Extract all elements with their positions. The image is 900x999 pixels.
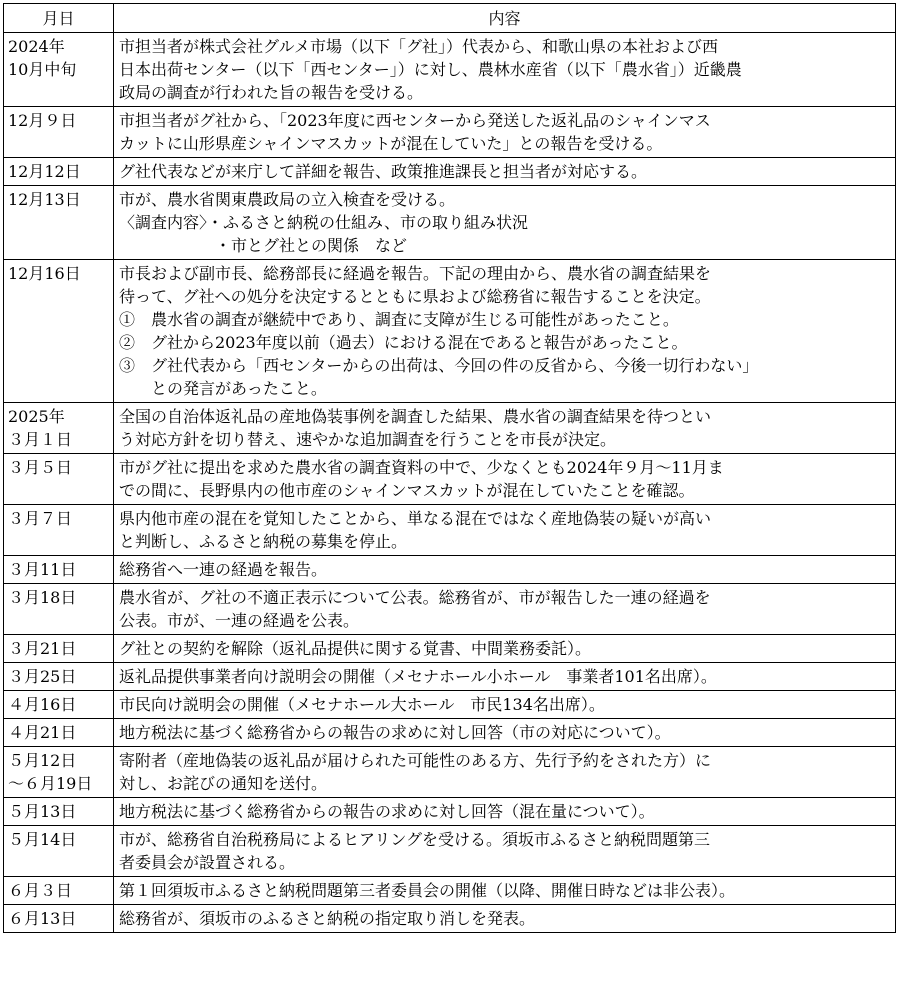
table-row (4, 747, 896, 798)
table-row (4, 798, 896, 826)
date-cell (4, 747, 114, 798)
date-line: ６月３日 (8, 881, 73, 900)
header-row (4, 4, 896, 33)
content-line: 市が、総務省自治税務局によるヒアリングを受ける。須坂市ふるさと納税問題第三 (119, 830, 711, 849)
content-line: 市が、農水省関東農政局の立入検査を受ける。 (119, 190, 456, 209)
date-cell (4, 635, 114, 663)
date-cell (4, 877, 114, 905)
date-line: ４月16日 (8, 695, 77, 714)
content-line: う対応方針を切り替え、速やかな追加調査を行うことを市長が決定。 (119, 430, 616, 449)
content-line: グ社との契約を解除（返礼品提供に関する覚書、中間業務委託）。 (119, 639, 592, 658)
header-date: 月日 (4, 4, 114, 33)
content-line: 市担当者が株式会社グルメ市場（以下「グ社」）代表から、和歌山県の本社および西 (119, 37, 719, 56)
date-line: ３月11日 (8, 560, 77, 579)
date-cell (4, 33, 114, 107)
content-line: 公表。市が、一連の経過を公表。 (119, 611, 360, 630)
date-line: 2024年 (8, 37, 65, 56)
date-line: 12月16日 (8, 264, 81, 283)
content-line: グ社代表などが来庁して詳細を報告、政策推進課長と担当者が対応する。 (119, 162, 648, 181)
content-line: 総務省へ一連の経過を報告。 (119, 560, 328, 579)
date-line: ５月12日 (8, 751, 77, 770)
date-line: ３月21日 (8, 639, 77, 658)
content-line: 返礼品提供事業者向け説明会の開催（メセナホール小ホール 事業者101名出席）。 (119, 667, 717, 686)
date-line: ５月14日 (8, 830, 77, 849)
date-cell (4, 798, 114, 826)
content-cell (114, 691, 896, 719)
content-line: 対し、お詫びの通知を送付。 (119, 774, 328, 793)
table-row (4, 719, 896, 747)
date-cell (4, 107, 114, 158)
content-cell (114, 905, 896, 933)
date-line: ４月21日 (8, 723, 77, 742)
table-row (4, 186, 896, 260)
content-line: 待って、グ社への処分を決定するとともに県および総務省に報告することを決定。 (119, 287, 711, 306)
date-line: ３月５日 (8, 458, 73, 477)
content-cell (114, 747, 896, 798)
content-line: 第１回須坂市ふるさと納税問題第三者委員会の開催（以降、開催日時などは非公表）。 (119, 881, 736, 900)
content-line: 市担当者がグ社から、「2023年度に西センターから発送した返礼品のシャインマス (119, 111, 711, 130)
content-line: ① 農水省の調査が継続中であり、調査に支障が生じる可能性があったこと。 (119, 310, 679, 329)
content-line: 総務省が、須坂市のふるさと納税の指定取り消しを発表。 (119, 909, 536, 928)
content-line: 者委員会が設置される。 (119, 853, 296, 872)
content-line: 市長および副市長、総務部長に経過を報告。下記の理由から、農水省の調査結果を (119, 264, 712, 283)
date-line: ５月13日 (8, 802, 77, 821)
content-line: ② グ社から2023年度以前（過去）における混在であると報告があったこと。 (119, 333, 688, 352)
content-line: 政局の調査が行われた旨の報告を受ける。 (119, 83, 424, 102)
date-line: ３月25日 (8, 667, 77, 686)
date-cell (4, 663, 114, 691)
content-line: との発言があったこと。 (119, 379, 327, 398)
content-line: 市民向け説明会の開催（メセナホール大ホール 市民134名出席）。 (119, 695, 605, 714)
date-cell (4, 556, 114, 584)
date-line: ６月13日 (8, 909, 77, 928)
table-row (4, 454, 896, 505)
content-cell (114, 826, 896, 877)
date-cell (4, 403, 114, 454)
table-row (4, 260, 896, 403)
content-line: ・市とグ社との関係 など (119, 236, 408, 255)
content-line: での間に、長野県内の他市産のシャインマスカットが混在していたことを確認。 (119, 481, 695, 500)
date-line: 10月中旬 (8, 60, 77, 79)
content-cell (114, 260, 896, 403)
content-line: 地方税法に基づく総務省からの報告の求めに対し回答（混在量について）。 (119, 802, 655, 821)
content-cell (114, 33, 896, 107)
date-line: ３月18日 (8, 588, 77, 607)
date-line: ３月７日 (8, 509, 73, 528)
content-line: 〈調査内容〉・ふるさと納税の仕組み、市の取り組み状況 (119, 213, 528, 232)
content-cell (114, 719, 896, 747)
content-line: 地方税法に基づく総務省からの報告の求めに対し回答（市の対応について）。 (119, 723, 671, 742)
content-cell (114, 798, 896, 826)
table-row (4, 107, 896, 158)
table-row (4, 505, 896, 556)
content-line: 県内他市産の混在を覚知したことから、単なる混在ではなく産地偽装の疑いが高い (119, 509, 712, 528)
content-line: と判断し、ふるさと納税の募集を停止。 (119, 532, 408, 551)
content-cell (114, 403, 896, 454)
date-cell (4, 691, 114, 719)
date-cell (4, 505, 114, 556)
content-cell (114, 454, 896, 505)
content-cell (114, 505, 896, 556)
timeline-table (3, 3, 896, 933)
table-row (4, 663, 896, 691)
content-cell (114, 877, 896, 905)
content-line: 全国の自治体返礼品の産地偽装事例を調査した結果、農水省の調査結果を待つとい (119, 407, 712, 426)
date-line: 12月13日 (8, 190, 81, 209)
header-content: 内容 (114, 4, 896, 33)
date-line: 2025年 (8, 407, 65, 426)
table-row (4, 877, 896, 905)
content-line: 農水省が、グ社の不適正表示について公表。総務省が、市が報告した一連の経過を (119, 588, 711, 607)
table-row (4, 826, 896, 877)
content-line: 寄附者（産地偽装の返礼品が届けられた可能性のある方、先行予約をされた方）に (119, 751, 712, 770)
table-row (4, 635, 896, 663)
date-line: ３月１日 (8, 430, 73, 449)
date-line: ～６月19日 (8, 774, 93, 793)
date-cell (4, 158, 114, 186)
content-cell (114, 158, 896, 186)
date-cell (4, 719, 114, 747)
date-cell (4, 905, 114, 933)
table-row (4, 33, 896, 107)
table-row (4, 158, 896, 186)
content-cell (114, 186, 896, 260)
date-line: 12月９日 (8, 111, 77, 130)
date-cell (4, 260, 114, 403)
content-line: ③ グ社代表から「西センターからの出荷は、今回の件の反省から、今後一切行わない」 (119, 356, 759, 375)
table-row (4, 905, 896, 933)
table-row (4, 584, 896, 635)
table-row (4, 556, 896, 584)
content-cell (114, 556, 896, 584)
date-cell (4, 454, 114, 505)
content-cell (114, 635, 896, 663)
content-line: カットに山形県産シャインマスカットが混在していた」との報告を受ける。 (119, 134, 663, 153)
content-line: 日本出荷センター（以下「西センター」）に対し、農林水産省（以下「農水省」）近畿農 (119, 60, 742, 79)
content-cell (114, 107, 896, 158)
date-cell (4, 826, 114, 877)
table-row (4, 691, 896, 719)
content-cell (114, 663, 896, 691)
date-cell (4, 584, 114, 635)
content-line: 市がグ社に提出を求めた農水省の調査資料の中で、少なくとも2024年９月～11月ま (119, 458, 724, 477)
content-cell (114, 584, 896, 635)
table-row (4, 403, 896, 454)
date-cell (4, 186, 114, 260)
date-line: 12月12日 (8, 162, 81, 181)
